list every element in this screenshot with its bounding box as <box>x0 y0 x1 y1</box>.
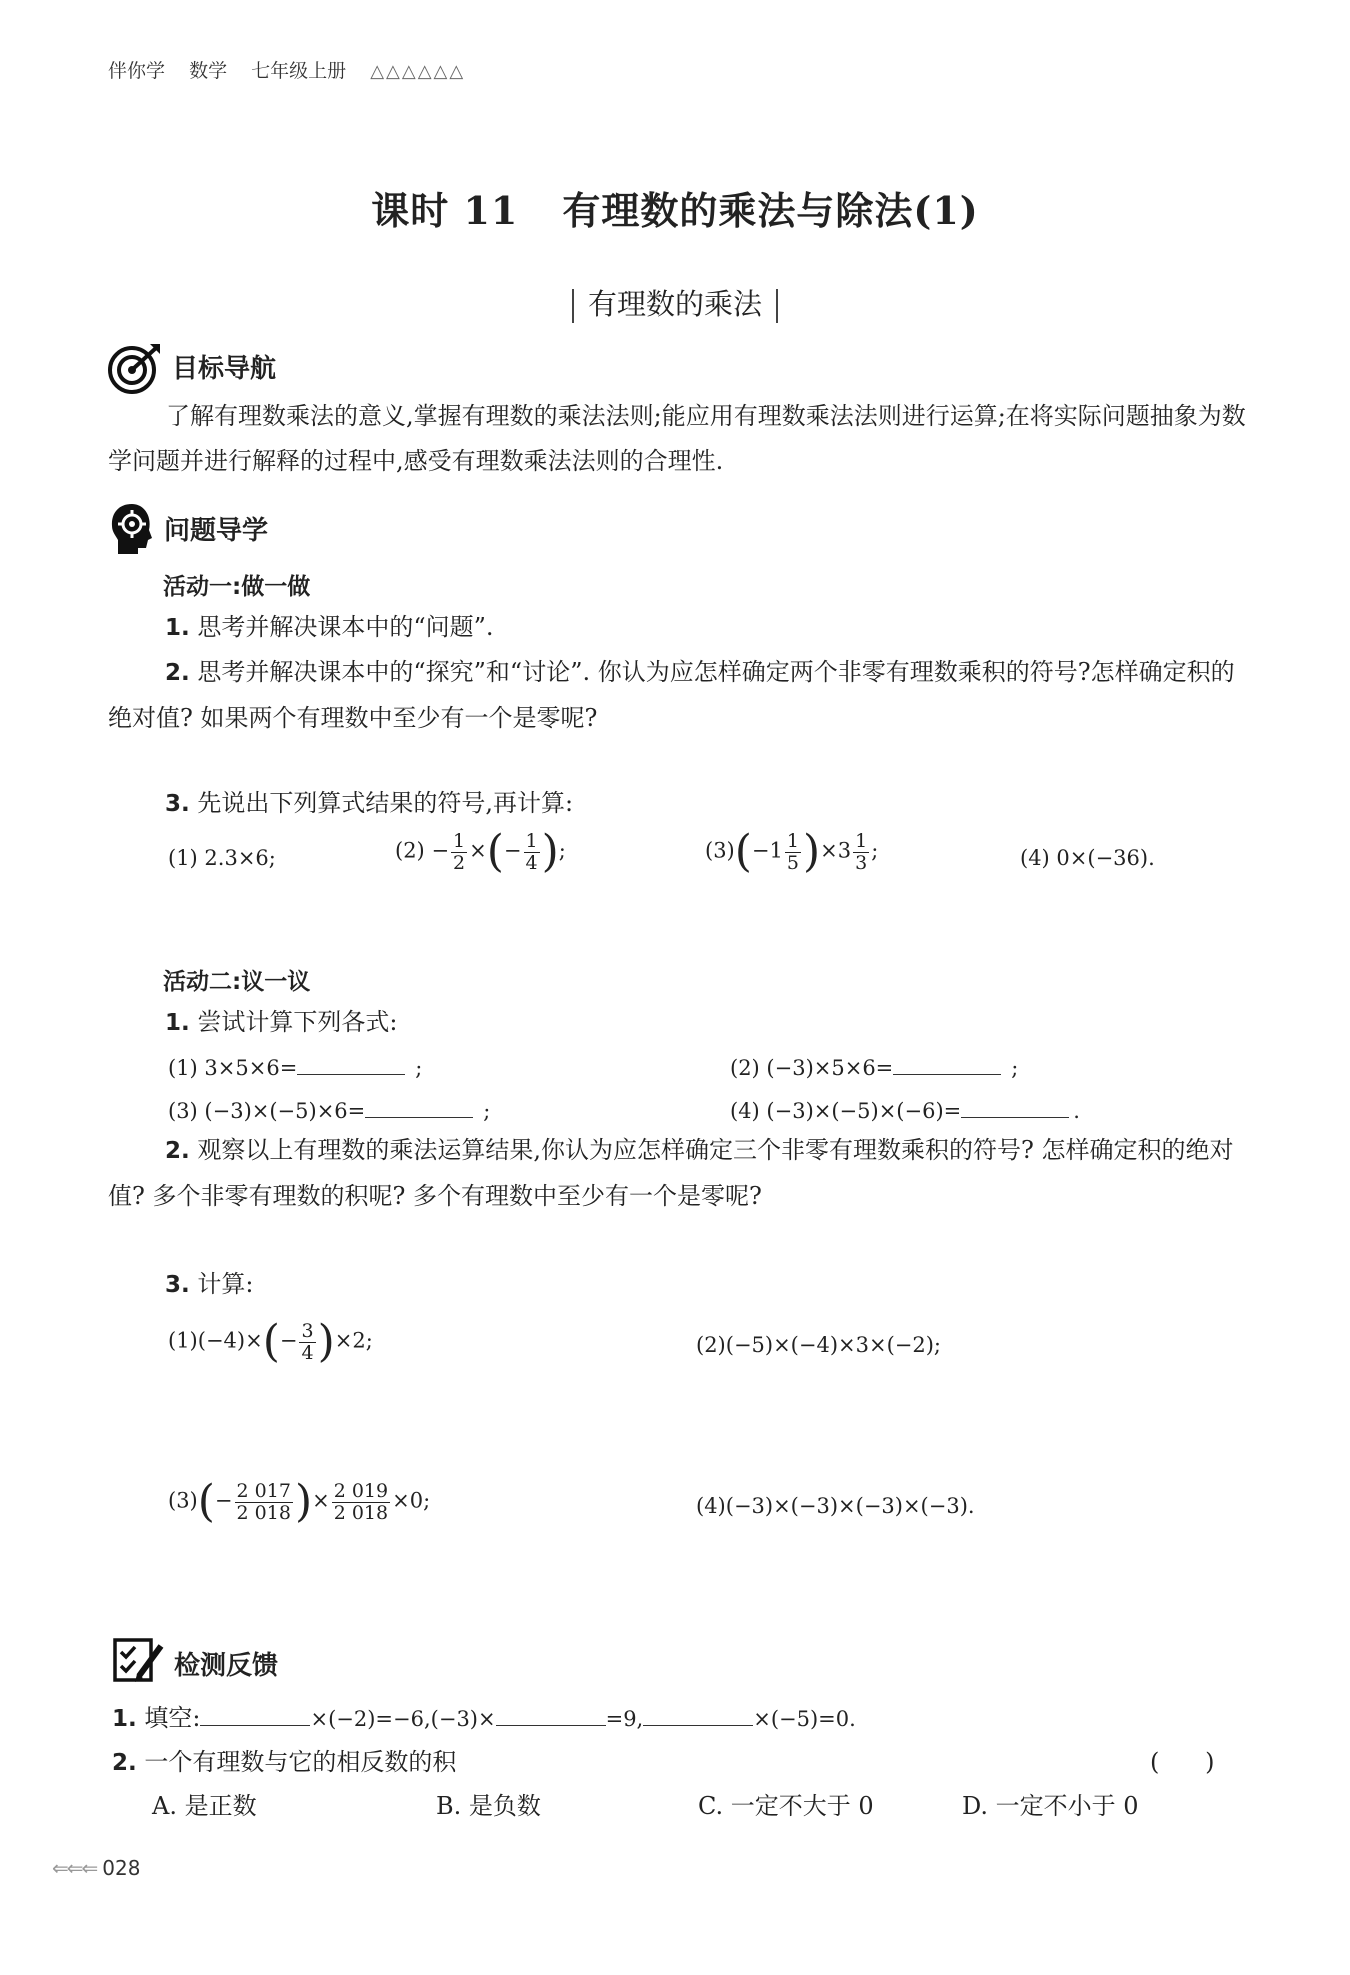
punct: ; <box>1011 1056 1019 1080</box>
minus-sign: − <box>503 838 522 863</box>
numerator: 3 <box>301 1319 314 1342</box>
numerator: 1 <box>525 829 538 852</box>
question-text: 思考并解决课本中的“问题”. <box>197 613 494 641</box>
question-text: 先说出下列算式结果的符号,再计算: <box>197 789 574 817</box>
page-title <box>0 180 1350 235</box>
expr-text: ×0; <box>392 1488 431 1513</box>
expr-text: (2) (−3)×5×6= <box>730 1056 894 1080</box>
fraction <box>332 1481 390 1524</box>
subtitle-right-bar <box>776 289 778 323</box>
act2-expr-1 <box>168 1052 422 1080</box>
option-d[interactable]: D. 一定不小于 0 <box>962 1792 1139 1820</box>
option-b[interactable]: B. 是负数 <box>436 1792 541 1820</box>
question-number: 2. <box>112 1750 137 1776</box>
left-paren: ( <box>486 826 504 877</box>
act2-question-3 <box>165 1262 253 1307</box>
answer-blank[interactable] <box>365 1095 473 1118</box>
act2-calc-3 <box>168 1476 431 1527</box>
question-number: 3. <box>165 1272 190 1298</box>
expr-text: ×(−5)=0. <box>753 1707 856 1731</box>
answer-blank[interactable] <box>496 1703 606 1726</box>
feedback-question-2 <box>112 1740 456 1785</box>
question-number: 3. <box>165 791 190 817</box>
denominator: 4 <box>525 851 538 874</box>
right-paren: ) <box>541 826 559 877</box>
answer-bracket[interactable]: ( ) <box>1150 1748 1215 1776</box>
punct: ; <box>871 838 879 863</box>
book-name: 伴你学 <box>108 60 166 82</box>
act2-expr-2 <box>730 1052 1018 1080</box>
fraction <box>524 831 540 874</box>
question-number: 2. <box>165 1138 190 1164</box>
act1-expr-3 <box>705 826 879 877</box>
subtitle-left-bar <box>572 289 574 323</box>
answer-blank[interactable] <box>200 1703 310 1726</box>
option-a[interactable]: A. 是正数 <box>152 1792 257 1820</box>
denominator: 4 <box>301 1341 314 1364</box>
act2-question-2 <box>108 1128 1248 1219</box>
question-text: 观察以上有理数的乘法运算结果,你认为应怎样确定三个非零有理数乘积的符号? 怎样确定积的绝对值? 多个非零有理数的积呢? 多个有理数中至少有一个是零呢? <box>108 1136 1234 1210</box>
act1-question-3 <box>165 781 573 826</box>
act2-calc-2: (2)(−5)×(−4)×3×(−2); <box>696 1333 941 1357</box>
expr-label: (3) <box>705 838 735 863</box>
expr-text: ×(−2)=−6,(−3)× <box>310 1707 496 1731</box>
activity-2-title: 活动二:议一议 <box>163 969 311 995</box>
minus-sign: − <box>214 1488 233 1513</box>
question-text: 填空: <box>144 1704 201 1732</box>
subject: 数学 <box>189 60 228 82</box>
expr-text: (4) (−3)×(−5)×(−6)= <box>730 1099 962 1123</box>
punct: . <box>1073 1099 1080 1123</box>
head-gear-icon <box>108 502 156 556</box>
act1-question-2 <box>108 650 1248 741</box>
expr-text: ×2; <box>334 1328 373 1353</box>
answer-blank[interactable] <box>961 1095 1069 1118</box>
denominator: 2 018 <box>236 1501 291 1524</box>
minus-sign: − <box>431 838 450 863</box>
minus-sign: − <box>279 1328 298 1353</box>
subtitle-text: 有理数的乘法 <box>587 287 762 321</box>
answer-blank[interactable] <box>297 1052 405 1075</box>
triangle-decoration: △△△△△△ <box>370 61 466 82</box>
left-paren: ( <box>197 1476 215 1527</box>
left-paren: ( <box>262 1316 280 1367</box>
page-number: 028 <box>102 1856 141 1880</box>
act2-calc-4: (4)(−3)×(−3)×(−3)×(−3). <box>696 1494 975 1518</box>
arrow-icon: ⇐⇐⇐ <box>52 1856 97 1880</box>
times-term: ×3 <box>820 838 852 863</box>
right-paren: ) <box>294 1476 313 1527</box>
question-number: 1. <box>165 615 190 641</box>
punct: ; <box>483 1099 491 1123</box>
act2-expr-4 <box>730 1095 1080 1123</box>
question-number: 2. <box>165 660 190 686</box>
act1-question-1 <box>165 605 494 650</box>
denominator: 2 <box>453 851 466 874</box>
answer-blank[interactable] <box>893 1052 1001 1075</box>
feedback-heading: 检测反馈 <box>174 1651 279 1681</box>
numerator: 2 019 <box>333 1479 389 1502</box>
act2-question-1 <box>165 1000 397 1045</box>
fraction <box>235 1481 293 1524</box>
fraction <box>853 831 869 874</box>
punct: ; <box>558 838 566 863</box>
target-icon <box>106 342 162 394</box>
act2-expr-3 <box>168 1095 490 1123</box>
fraction <box>785 831 801 874</box>
expr-text: (1) 3×5×6= <box>168 1056 298 1080</box>
times-sign: × <box>469 838 487 863</box>
numerator: 2 017 <box>236 1479 291 1502</box>
question-text: 思考并解决课本中的“探究”和“讨论”. 你认为应怎样确定两个非零有理数乘积的符号?怎样确定积的绝对值? 如果两个有理数中至少有一个是零呢? <box>108 658 1235 732</box>
section-subtitle <box>0 282 1350 323</box>
goal-text: 了解有理数乘法的意义,掌握有理数的乘法法则;能应用有理数乘法法则进行运算;在将实际问题抽象为数学问题并进行解释的过程中,感受有理数乘法法则的合理性. <box>108 402 1246 475</box>
lesson-name: 有理数的乘法与除法(1) <box>562 188 979 233</box>
grade: 七年级上册 <box>251 60 347 82</box>
running-header <box>108 56 483 83</box>
denominator: 5 <box>786 851 799 874</box>
denominator: 3 <box>855 851 868 874</box>
question-number: 1. <box>112 1706 137 1732</box>
right-paren: ) <box>317 1316 335 1367</box>
question-number: 1. <box>165 1010 190 1036</box>
right-paren: ) <box>802 826 821 877</box>
question-text: 尝试计算下列各式: <box>197 1008 398 1036</box>
expr-label: (3) <box>168 1488 198 1513</box>
expr-label: (2) <box>395 838 425 863</box>
question-text: 计算: <box>197 1270 254 1298</box>
feedback-question-1 <box>112 1696 856 1741</box>
act1-expr-2 <box>395 826 566 877</box>
act2-calc-1 <box>168 1316 373 1367</box>
expr-text: (3) (−3)×(−5)×6= <box>168 1099 366 1123</box>
numerator: 1 <box>453 829 466 852</box>
times-sign: × <box>312 1488 330 1513</box>
numerator: 1 <box>786 829 799 852</box>
question-text: 一个有理数与它的相反数的积 <box>144 1748 457 1776</box>
goal-heading: 目标导航 <box>172 354 277 384</box>
fraction <box>451 831 467 874</box>
expr-text: (1)(−4)× <box>168 1328 263 1353</box>
act1-expr-1: (1) 2.3×6; <box>168 846 276 870</box>
guide-heading: 问题导学 <box>164 516 269 546</box>
denominator: 2 018 <box>333 1501 389 1524</box>
answer-blank[interactable] <box>643 1703 753 1726</box>
act1-expr-4: (4) 0×(−36). <box>1020 846 1155 870</box>
whole-part: −1 <box>751 838 783 863</box>
fraction <box>299 1321 315 1364</box>
checklist-pen-icon <box>113 1636 165 1684</box>
numerator: 1 <box>855 829 868 852</box>
left-paren: ( <box>734 826 752 877</box>
page-footer <box>52 1856 140 1880</box>
option-c[interactable]: C. 一定不大于 0 <box>698 1792 874 1820</box>
activity-1-title: 活动一:做一做 <box>163 574 311 600</box>
punct: ; <box>415 1056 423 1080</box>
expr-text: =9, <box>605 1707 644 1731</box>
lesson-number: 课时 11 <box>371 188 519 233</box>
